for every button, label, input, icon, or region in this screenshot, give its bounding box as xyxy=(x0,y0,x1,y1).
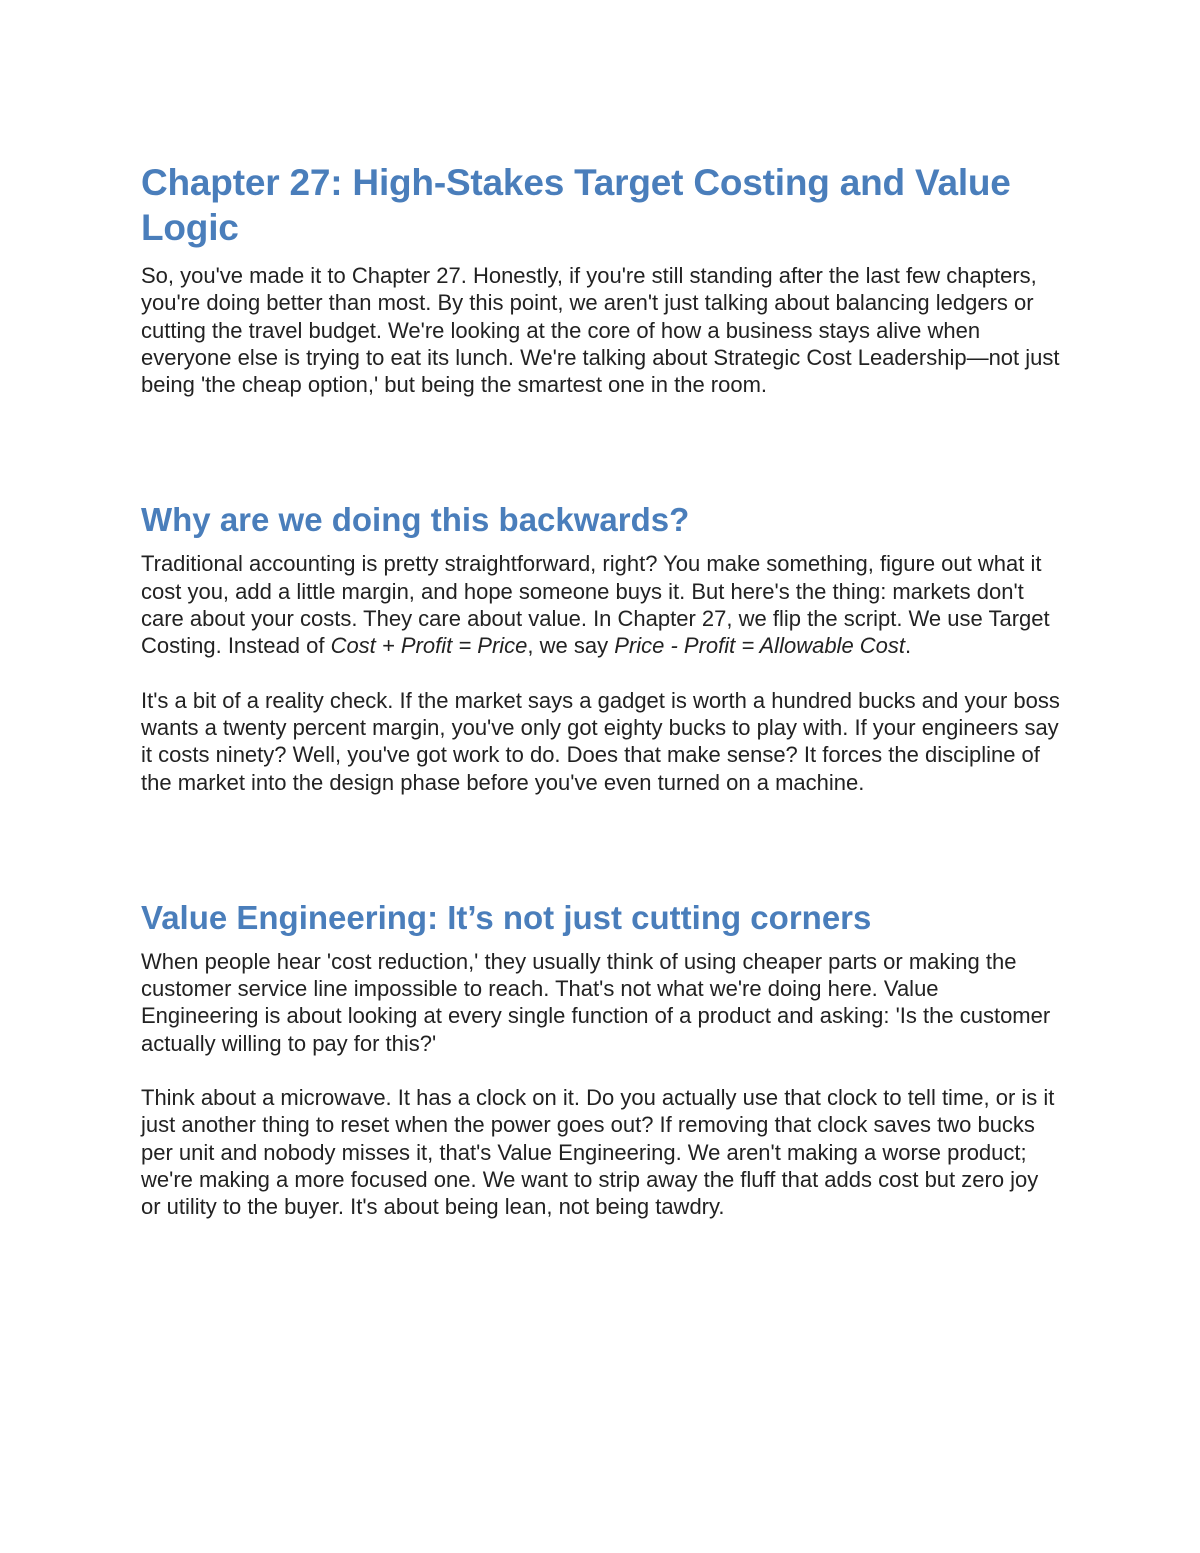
target-costing-text: Traditional accounting is pretty straightforward, right? You make something, figure out what it cost you, add a little margin, and hope someone buys it. But here's the thing: markets don't care about your costs. They care about value. In Chapter 27, we flip the script. We use Target Costing. Instead of xyxy=(141,551,1050,659)
cost-reduction-paragraph: When people hear 'cost reduction,' they usually think of using cheaper parts or making the customer service line impossible to reach. That's not what we're doing here. Value Engineering is about looking at every single function of a product and asking: 'Is the customer actually willing to pay for this?' xyxy=(141,948,1051,1056)
document-body xyxy=(141,160,1061,1221)
section-heading-value-engineering: Value Engineering: It’s not just cutting corners xyxy=(141,898,872,936)
target-costing-paragraph xyxy=(141,550,1061,659)
allowable-cost-formula: Price - Profit = Allowable Cost xyxy=(614,633,906,659)
chapter-title: Chapter 27: High-Stakes Target Costing and Value Logic xyxy=(141,162,1011,248)
target-costing-end: . xyxy=(905,633,912,659)
target-costing-mid: , we say xyxy=(527,633,615,659)
microwave-paragraph: Think about a microwave. It has a clock on it. Do you actually use that clock to tell time, or is it just another thing to reset when the power goes out? If removing that clock saves two bucks per unit and nobody misses it, that's Value Engineering. We aren't making a worse product; we're making a more focused one. We want to strip away the fluff that adds cost but zero joy or utility to the buyer. It's about being lean, not being tawdry. xyxy=(141,1085,1055,1220)
cost-plus-formula: Cost + Profit = Price xyxy=(330,633,528,659)
reality-check-paragraph: It's a bit of a reality check. If the market says a gadget is worth a hundred bucks and your boss wants a twenty percent margin, you've only got eighty bucks to play with. If your engineers say it costs ninety? Well, you've got work to do. Does that make sense? It forces the discipline of the market into the design phase before you've even turned on a machine. xyxy=(141,687,1060,795)
section-heading-backwards: Why are we doing this backwards? xyxy=(141,501,690,539)
intro-paragraph: So, you've made it to Chapter 27. Honestly, if you're still standing after the last few chapters, you're doing better than most. By this point, we aren't just talking about balancing ledgers or cutting the travel budget. We're looking at the core of how a business stays alive when everyone else is trying to eat its lunch. We're talking about Strategic Cost Leadership—not just being 'the cheap option,' but being the smartest one in the room. xyxy=(141,263,1060,398)
